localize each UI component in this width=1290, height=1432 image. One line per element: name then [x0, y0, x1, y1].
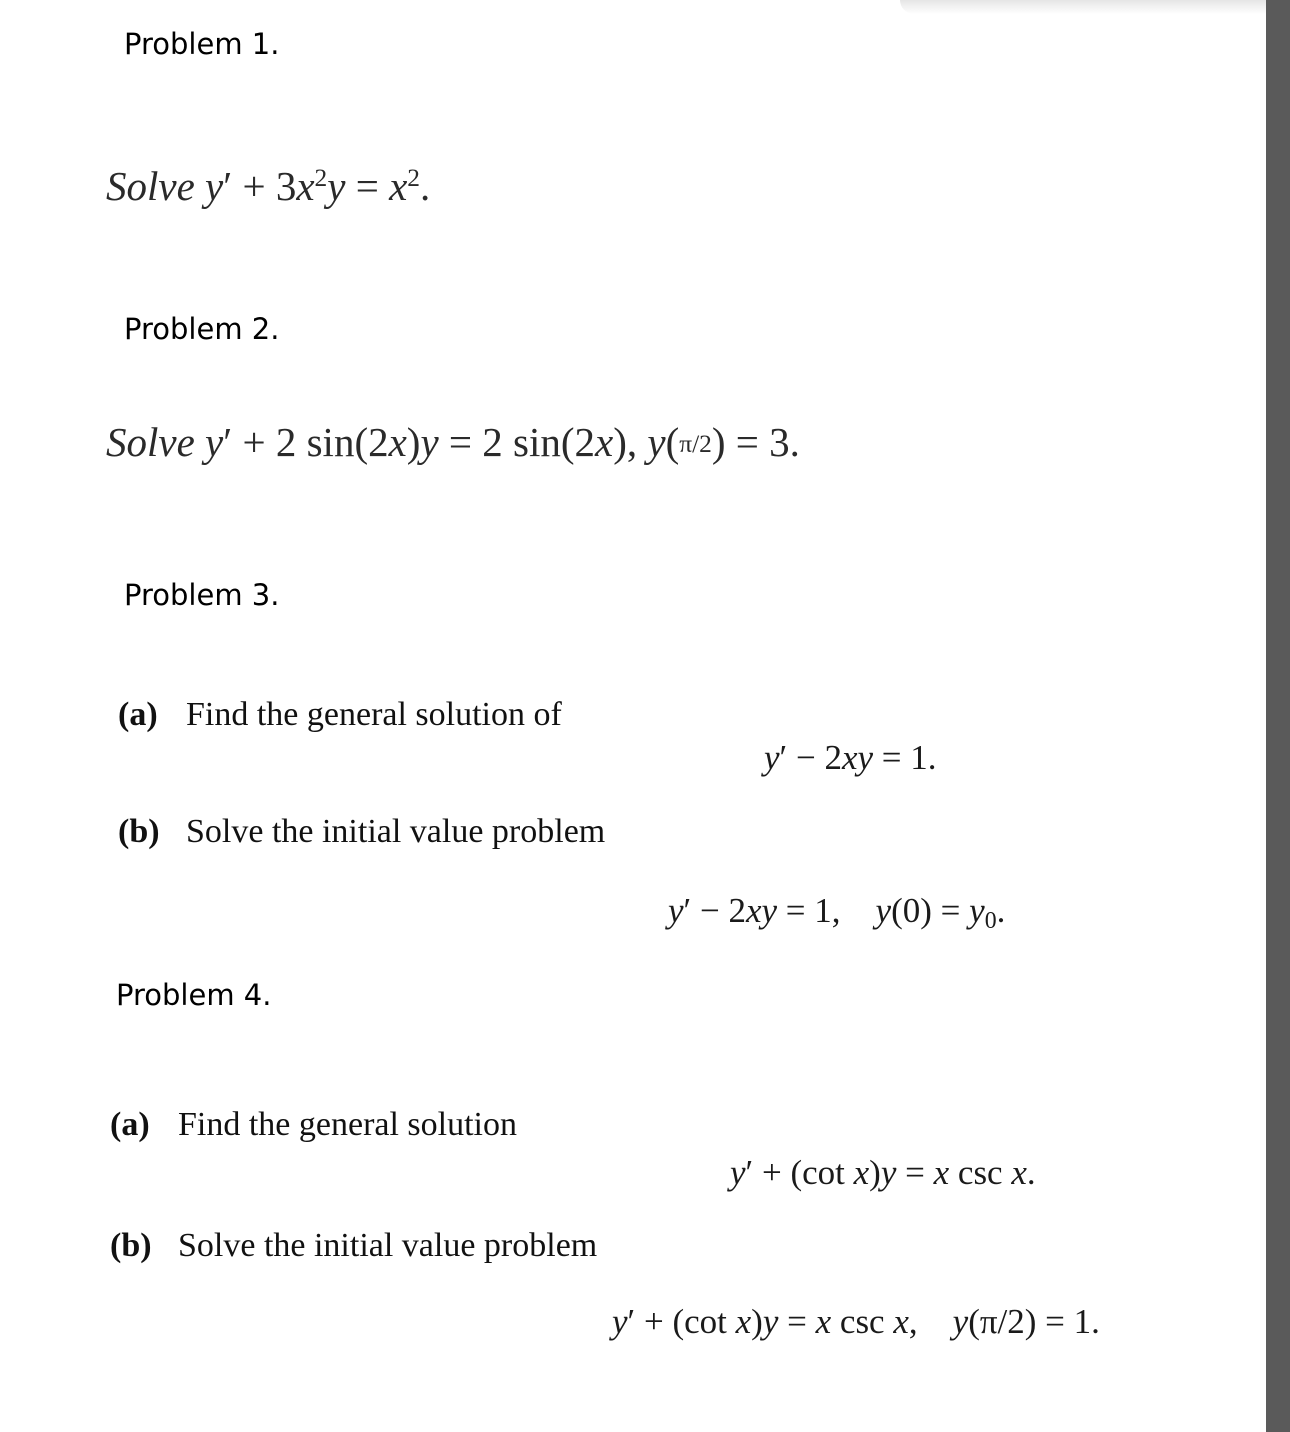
problem-2-lead: Solve — [106, 419, 195, 465]
problem-3b-equation: y′ − 2xy = 1, y(0) = y0. — [668, 891, 1006, 934]
problem-4b-equation: y′ + (cot x)y = x csc x, y(π/2) = 1. — [612, 1302, 1100, 1341]
problem-3b — [118, 815, 605, 849]
part-text: Solve the initial value problem — [186, 813, 606, 850]
problem-1-equation: Solve $y' + 3x^2y = x^2$. — [106, 163, 431, 209]
part-tag: (b) — [118, 813, 160, 850]
scrollbar-track[interactable] — [1266, 0, 1290, 1432]
problem-3a — [118, 698, 562, 732]
part-tag: (b) — [110, 1227, 152, 1264]
problem-3a-equation: y′ − 2xy = 1. — [764, 738, 937, 777]
problem-4a-equation: y′ + (cot x)y = x csc x. — [730, 1153, 1036, 1192]
problem-4a — [110, 1108, 517, 1142]
problem-1-heading: Problem 1. — [124, 27, 280, 61]
part-text: Solve the initial value problem — [178, 1227, 598, 1264]
problem-2-heading: Problem 2. — [124, 312, 280, 346]
part-text: Find the general solution of — [186, 696, 562, 733]
problem-1-lead: Solve — [106, 163, 195, 209]
part-tag: (a) — [110, 1106, 150, 1143]
problem-4-heading: Problem 4. — [116, 978, 272, 1012]
problem-4b — [110, 1229, 597, 1263]
problem-3-heading: Problem 3. — [124, 578, 280, 612]
part-text: Find the general solution — [178, 1106, 518, 1143]
problem-2-equation: Solve y′ + 2 sin(2x)y = 2 sin(2x), y(π/2) = 3. — [106, 419, 800, 465]
part-tag: (a) — [118, 696, 158, 733]
top-shadow — [900, 0, 1266, 14]
